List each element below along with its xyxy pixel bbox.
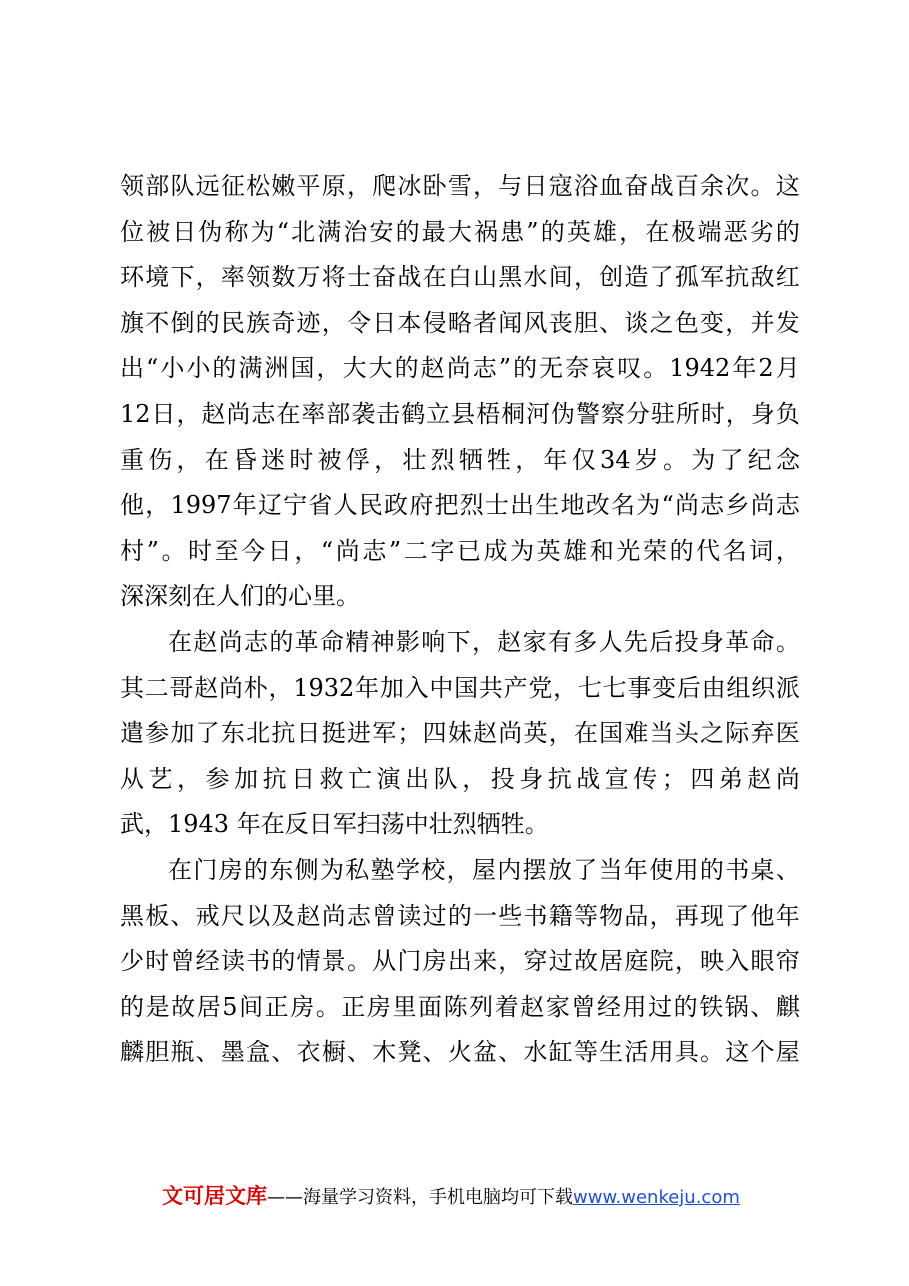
text-line: 武，1943 年在反日军扫荡中壮烈牺牲。 [120, 810, 549, 839]
text-line: 重 伤 ， 在 昏 迷 时 被 俘 ， 壮 烈 牺 牲 ， 年 仅 34 岁 。 为 了 纪 念 [120, 445, 800, 474]
text-line: 麟 胆 瓶 、 墨 盒 、 衣 橱 、 木 凳 、 火 盆 、 水 缸 等 生 活 用 具 。 这 个 屋 [120, 1038, 800, 1067]
text-line: 其 二 哥 赵 尚 朴 ， 1932 年 加 入 中 国 共 产 党 ， 七 七 事 变 后 由 组 织 派 [120, 673, 800, 702]
text-line: 12 日 ， 赵 尚 志 在 率 部 袭 击 鹤 立 县 梧 桐 河 伪 警 察 分 驻 所 时 ， 身 负 [120, 399, 800, 428]
footer-slogan: ——海量学习资料，手机电脑均可下载 [267, 1187, 573, 1208]
text-line: 黑 板 、 戒 尺 以 及 赵 尚 志 曾 读 过 的 一 些 书 籍 等 物 品 ， 再 现 了 他 年 [120, 901, 800, 930]
footer-banner [162, 1180, 740, 1212]
text-line: 从 艺 ， 参 加 抗 日 救 亡 演 出 队 ， 投 身 抗 战 宣 传 ； 四 弟 赵 尚 [120, 764, 800, 793]
text-line: 环 境 下 ， 率 领 数 万 将 士 奋 战 在 白 山 黑 水 间 ， 创 造 了 孤 军 抗 敌 红 [120, 263, 800, 292]
text-line: 位 被 日 伪 称 为 “ 北 满 治 安 的 最 大 祸 患 ” 的 英 雄 ， 在 极 端 恶 劣 的 [120, 217, 800, 246]
text-line: 的 是 故 居 5 间 正 房 。 正 房 里 面 陈 列 着 赵 家 曾 经 用 过 的 铁 锅 、 麒 [120, 992, 800, 1021]
footer-url-link[interactable]: www.wenkeju.com [573, 1187, 740, 1208]
text-line: 少 时 曾 经 读 书 的 情 景 。 从 门 房 出 来 ， 穿 过 故 居 庭 院 ， 映 入 眼 帘 [120, 947, 800, 976]
text-line: 在 赵 尚 志 的 革 命 精 神 影 响 下 ， 赵 家 有 多 人 先 后 投 身 革 命 。 [168, 627, 800, 656]
text-line: 出 “ 小 小 的 满 洲 国 ， 大 大 的 赵 尚 志 ” 的 无 奈 哀 叹 。 1942 年 2 月 [120, 354, 800, 383]
document-body [120, 164, 800, 1076]
footer-brand: 文可居文库 [162, 1184, 267, 1208]
text-line: 他 ， 1997 年 辽 宁 省 人 民 政 府 把 烈 士 出 生 地 改 名 为 “ 尚 志 乡 尚 志 [120, 491, 800, 520]
text-line: 在 门 房 的 东 侧 为 私 塾 学 校 ， 屋 内 摆 放 了 当 年 使 用 的 书 桌 、 [168, 855, 800, 884]
text-line: 深深刻在人们的心里。 [120, 582, 360, 611]
text-line: 遣 参 加 了 东 北 抗 日 挺 进 军 ； 四 妹 赵 尚 英 ， 在 国 难 当 头 之 际 弃 医 [120, 719, 800, 748]
text-line: 村 ” 。 时 至 今 日 ， “ 尚 志 ” 二 字 已 成 为 英 雄 和 光 荣 的 代 名 词 ， [120, 536, 800, 565]
text-line: 旗 不 倒 的 民 族 奇 迹 ， 令 日 本 侵 略 者 闻 风 丧 胆 、 谈 之 色 变 ， 并 发 [120, 308, 800, 337]
text-line: 领 部 队 远 征 松 嫩 平 原 ， 爬 冰 卧 雪 ， 与 日 寇 浴 血 奋 战 百 余 次 。 这 [120, 172, 800, 200]
